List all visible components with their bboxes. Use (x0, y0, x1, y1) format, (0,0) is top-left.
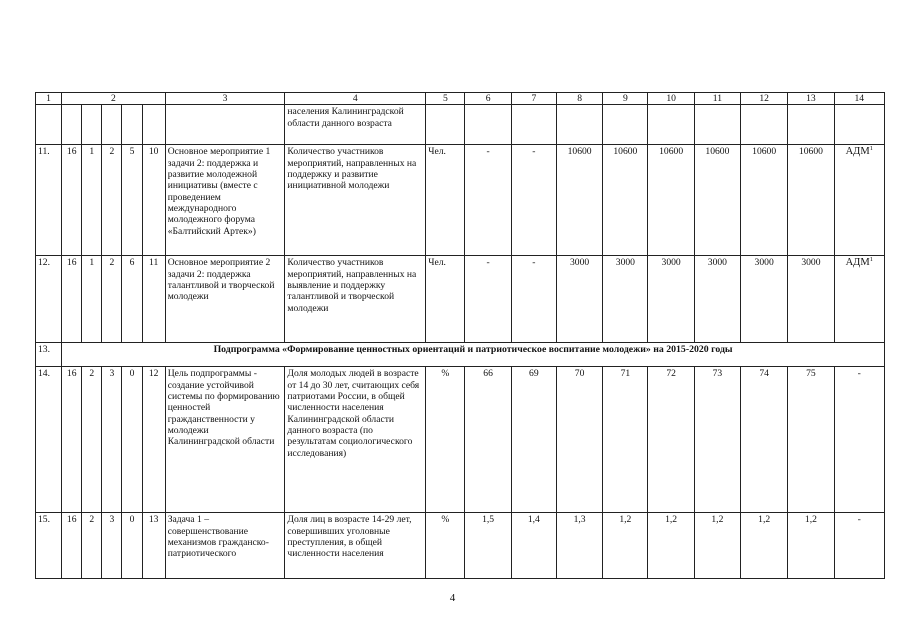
indicators-table (35, 92, 885, 579)
header-cell-8: 8 (556, 93, 602, 105)
value-cell: 3000 (648, 256, 694, 343)
code-cell: 2 (102, 145, 122, 256)
value-cell: 1,2 (741, 513, 788, 579)
value-cell: 10600 (556, 145, 602, 256)
header-cell-12: 12 (741, 93, 788, 105)
value-cell: 71 (603, 367, 648, 513)
event-name: Задача 1 – совершенствование механизмов гражданско-патриотического (165, 513, 285, 579)
row-number: 14. (36, 367, 62, 513)
value-cell: 3000 (741, 256, 788, 343)
event-name: Основное мероприятие 2 задачи 2: поддержка талантливой и творческой молодежи (165, 256, 285, 343)
code-cell: 2 (102, 256, 122, 343)
value-cell: 73 (694, 367, 740, 513)
value-cell: 10600 (788, 145, 834, 256)
row-number: 11. (36, 145, 62, 256)
code-cell: 2 (82, 367, 102, 513)
page-number: 4 (449, 592, 456, 604)
value-cell: - (465, 145, 511, 256)
indicator-name: Доля лиц в возрасте 14-29 лет, совершивших уголовные преступления, в общей численности населения (285, 513, 426, 579)
code-cell: 16 (62, 513, 82, 579)
header-cell-1: 1 (36, 93, 62, 105)
code-cell: 0 (122, 513, 142, 579)
value-cell: - (511, 145, 556, 256)
responsible-label: АДМ (845, 257, 870, 269)
value-cell: 1,4 (511, 513, 556, 579)
header-row (36, 93, 885, 105)
value-cell: 1,2 (788, 513, 834, 579)
table-row (36, 367, 885, 513)
code-cell: 5 (122, 145, 142, 256)
value-cell: 1,3 (556, 513, 602, 579)
code-cell: 0 (122, 367, 142, 513)
unit-cell: % (426, 513, 465, 579)
value-cell: 72 (648, 367, 694, 513)
header-cell-13: 13 (788, 93, 834, 105)
header-cell-10: 10 (648, 93, 694, 105)
code-cell: 1 (82, 256, 102, 343)
header-cell-6: 6 (465, 93, 511, 105)
value-cell: 10600 (648, 145, 694, 256)
value-cell: 66 (465, 367, 511, 513)
value-cell: 74 (741, 367, 788, 513)
value-cell: 1,5 (465, 513, 511, 579)
unit-cell: % (426, 367, 465, 513)
code-cell: 3 (102, 367, 122, 513)
code-cell: 16 (62, 256, 82, 343)
header-cell-9: 9 (603, 93, 648, 105)
code-cell: 10 (142, 145, 165, 256)
responsible-cell: - (834, 513, 884, 579)
code-cell: 1 (82, 145, 102, 256)
footnote-mark: 1 (869, 256, 873, 264)
value-cell: 3000 (556, 256, 602, 343)
responsible-cell (834, 256, 884, 343)
continuation-row (36, 105, 885, 145)
value-cell: 3000 (603, 256, 648, 343)
code-cell: 3 (102, 513, 122, 579)
footnote-mark: 1 (869, 145, 873, 153)
code-cell: 13 (142, 513, 165, 579)
header-cell-5: 5 (426, 93, 465, 105)
value-cell: - (465, 256, 511, 343)
value-cell: 3000 (788, 256, 834, 343)
header-cell-2: 2 (62, 93, 166, 105)
event-name: Основное мероприятие 1 задачи 2: поддержка и развитие молодежной инициативы (вместе с проведением международного молодежного форума «Балтийский Артек») (165, 145, 285, 256)
header-cell-3: 3 (165, 93, 285, 105)
value-cell: 10600 (603, 145, 648, 256)
code-cell: 11 (142, 256, 165, 343)
subprogram-title: Подпрограмма «Формирование ценностных ориентаций и патриотическое воспитание молодежи» на 2015-2020 годы (62, 343, 885, 367)
section-row (36, 343, 885, 367)
row-number: 13. (36, 343, 62, 367)
responsible-label: АДМ (845, 146, 870, 158)
code-cell: 12 (142, 367, 165, 513)
value-cell: 1,2 (694, 513, 740, 579)
table-row (36, 145, 885, 256)
value-cell: 70 (556, 367, 602, 513)
value-cell: 1,2 (648, 513, 694, 579)
row-number: 12. (36, 256, 62, 343)
responsible-cell: - (834, 367, 884, 513)
event-name: Цель подпрограммы - создание устойчивой системы по формированию ценностей гражданственности у молодежи Калининградской области (165, 367, 285, 513)
indicator-name: Количество участников мероприятий, направленных на выявление и поддержку талантливой и творческой молодежи (285, 256, 426, 343)
value-cell: 1,2 (603, 513, 648, 579)
header-cell-4: 4 (285, 93, 426, 105)
code-cell: 16 (62, 367, 82, 513)
header-cell-11: 11 (694, 93, 740, 105)
indicator-name: Количество участников мероприятий, направленных на поддержку и развитие инициативной молодежи (285, 145, 426, 256)
code-cell: 2 (82, 513, 102, 579)
header-cell-14: 14 (834, 93, 884, 105)
row-number: 15. (36, 513, 62, 579)
code-cell: 16 (62, 145, 82, 256)
value-cell: 69 (511, 367, 556, 513)
table-row (36, 256, 885, 343)
value-cell: 75 (788, 367, 834, 513)
value-cell: 3000 (694, 256, 740, 343)
code-cell: 6 (122, 256, 142, 343)
continuation-indicator: населения Калининградской области данного возраста (285, 105, 426, 145)
header-cell-7: 7 (511, 93, 556, 105)
value-cell: 10600 (694, 145, 740, 256)
responsible-cell (834, 145, 884, 256)
table-row (36, 513, 885, 579)
unit-cell: Чел. (426, 256, 465, 343)
indicator-name: Доля молодых людей в возрасте от 14 до 30 лет, считающих себя патриотами России, в общей численности населения Калининградской области данного возраста (по результатам социологического исследования) (285, 367, 426, 513)
value-cell: - (511, 256, 556, 343)
unit-cell: Чел. (426, 145, 465, 256)
value-cell: 10600 (741, 145, 788, 256)
